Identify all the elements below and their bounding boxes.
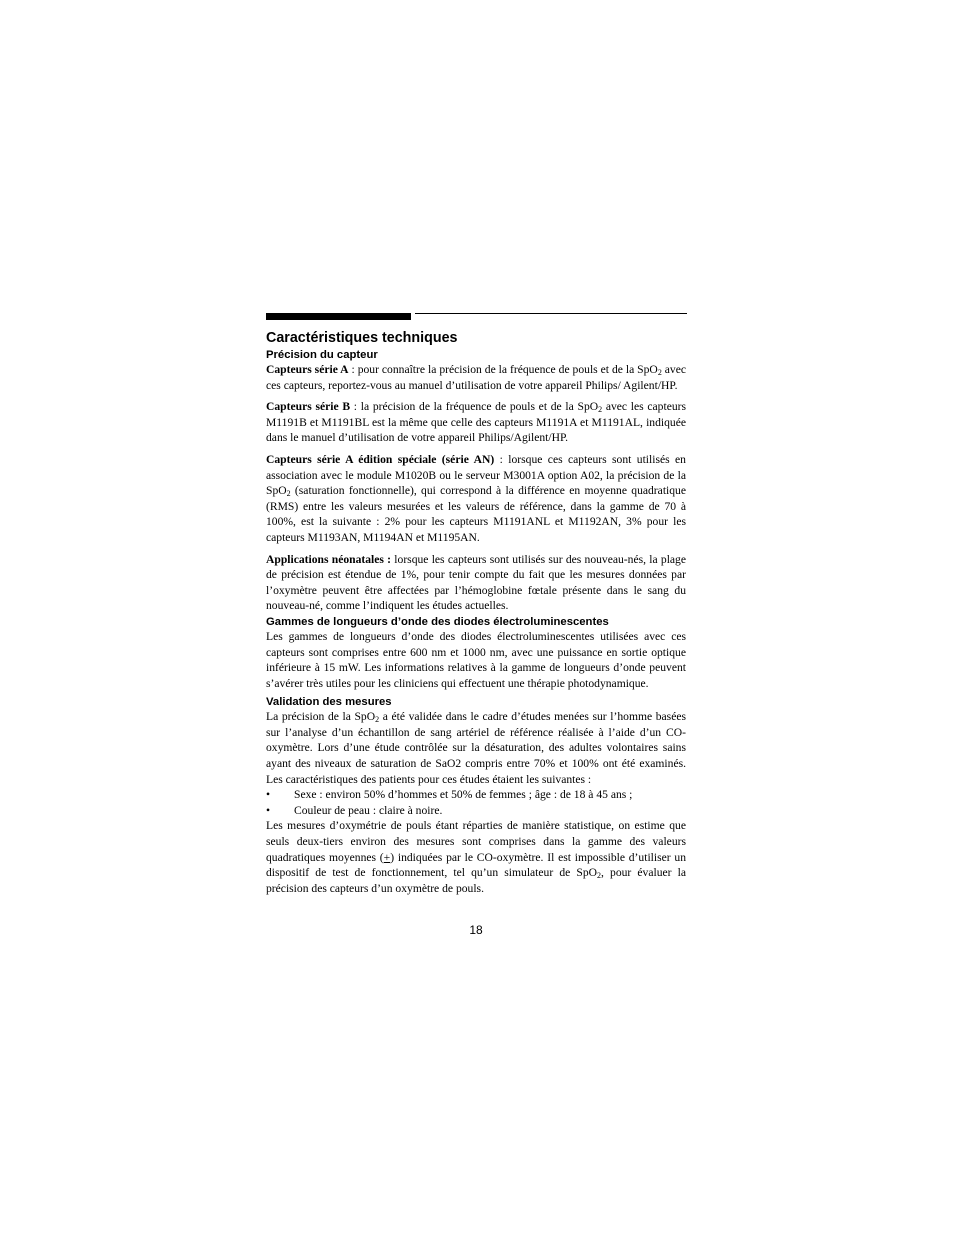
- text-span: (saturation fonctionnelle), qui correspond à la différence en moyenne quadratique (RMS) entre les valeurs mesurées et les valeurs de référence, dans la gamme de 70 à 100%, est la suivante : 2% pour les capteurs M1191ANL et M1192AN, 3% pour les capteurs M1193AN, M1194AN et M1195AN.: [266, 484, 686, 544]
- section-heading-validation: Validation des mesures: [266, 696, 392, 709]
- plus-minus-symbol: +: [383, 850, 391, 864]
- text-span: lorsque les capteurs sont utilisés sur des nouveau-nés, la plage de précision est étendue de 1%, pour tenir compte du fait que les mesures données par l’oxymètre peuvent être affectées par l’hémoglobine fœtale présente dans le sang du nouveau-né, comme l’indiquent les études actuelles.: [266, 552, 686, 613]
- bold-term: Capteurs série A édition spéciale (série AN): [266, 452, 495, 466]
- text-span: a été validée dans le cadre d’études menées sur l’homme basées sur l’analyse d’un échantillon de sang artériel de référence réalisée à l’aide d’un CO-oxymètre. Lors d’une étude contrôlée sur la désaturation, des adultes volontaires sains ayant des niveaux de saturation de SaO2 compris entre 70% et 100% ont été examinés. Les caractéristiques des patients pour ces études étaient les suivantes :: [266, 710, 687, 786]
- list-item-text: Couleur de peau : claire à noire.: [294, 803, 443, 817]
- subscript: 2: [286, 489, 291, 499]
- bold-term: Applications néonatales :: [266, 552, 392, 566]
- text-span: : la précision de la fréquence de pouls et de la SpO: [350, 400, 599, 414]
- list-item-text: Sexe : environ 50% d’hommes et 50% de femmes ; âge : de 18 à 45 ans ;: [294, 788, 633, 802]
- paragraph-neonatal: [266, 552, 686, 614]
- text-span: : pour connaître la précision de la fréquence de pouls et de la SpO: [348, 363, 658, 376]
- paragraph-series-b: [266, 399, 686, 446]
- subscript: 2: [597, 871, 602, 881]
- list-item: [266, 803, 686, 819]
- section-heading-sensor-accuracy: Précision du capteur: [266, 349, 378, 361]
- text-span: : lorsque ces capteurs sont utilisés en association avec le module M1020B ou le serveur M3001A option A02, la précision de la SpO: [266, 452, 686, 498]
- paragraph-validation: [266, 709, 686, 787]
- subscript: 2: [375, 715, 380, 725]
- header-rule-thick: [266, 313, 411, 320]
- text-span: ) indiquées par le CO-oxymètre. Il est impossible d’utiliser un dispositif de test de fonctionnement, tel qu’un simulateur de SpO: [266, 850, 686, 880]
- list-item: [266, 787, 686, 803]
- bullet-marker: •: [266, 803, 271, 817]
- paragraph-statistics: [266, 818, 686, 896]
- header-rule-thin: [415, 313, 687, 314]
- paragraph-series-an: [266, 452, 686, 546]
- text-span: , pour évaluer la précision des capteurs d’un oxymètre de pouls.: [266, 866, 687, 895]
- subscript: 2: [598, 405, 603, 415]
- page-title: Caractéristiques techniques: [266, 330, 458, 346]
- page-number: 18: [469, 923, 483, 937]
- text-span: avec les capteurs M1191B et M1191BL est la même que celle des capteurs M1191A et M1191AL, indiquée dans le manuel d’utilisation de votre appareil Philips/Agilent/HP.: [266, 400, 687, 445]
- text-span: Les mesures d’oxymétrie de pouls étant réparties de manière statistique, on estime que seuls deux-tiers environ des mesures sont comprises dans la gamme des valeurs quadratiques moyennes (: [266, 819, 686, 864]
- text-span: La précision de la SpO: [266, 710, 376, 724]
- paragraph-led: Les gammes de longueurs d’onde des diodes électroluminescentes utilisées avec ces capteurs sont comprises entre 600 nm et 1000 nm, avec une puissance en sortie optique inférieure à 15 mW. Les informations relatives à la gamme de longueurs d’onde peuvent s’avérer très utiles pour les cliniciens qui effectuent une thérapie photodynamique.: [266, 629, 686, 690]
- document-body: [266, 329, 686, 896]
- text-span: avec ces capteurs, reportez-vous au manuel d’utilisation de votre appareil Philips/ Agilent/HP.: [266, 363, 687, 392]
- paragraph-series-a: [266, 362, 686, 393]
- subscript: 2: [657, 368, 662, 377]
- bold-term: Capteurs série B: [266, 400, 351, 414]
- section-heading-led-wavelengths: Gammes de longueurs d’onde des diodes électroluminescentes: [266, 615, 609, 628]
- bullet-marker: •: [266, 788, 271, 802]
- bold-term: Capteurs série A: [266, 363, 349, 376]
